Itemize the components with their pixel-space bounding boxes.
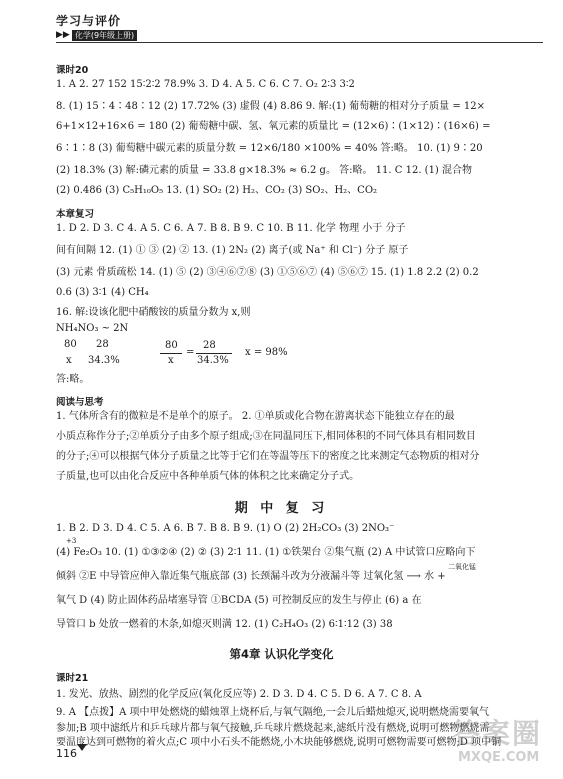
chapter-review-line: 间有间隔 12. (1) ① ③ (2) ② 13. (1) 2N₂ (2) 离子(或 Na⁺ 和 Cl⁻) 分子 原子 <box>56 245 409 256</box>
equals-sign: = <box>186 347 195 358</box>
book-title: 学习与评价 <box>56 14 122 28</box>
double-arrow-icon: ▶▶ <box>56 30 70 40</box>
calc-left-top: 80 <box>64 339 77 350</box>
lesson-20-line: 6∶1∶8 (3) 葡萄糖中碳元素的质量分数 = 12×6/180 ×100% = 40% 答:略。 10. (1) 9∶20 <box>56 143 483 154</box>
page-marker-icon <box>77 744 87 751</box>
chapter-review-answer: 答:略。 <box>56 374 90 385</box>
chapter-4-line: 参加;B 项中滤纸片和乒乓球片都与氧气接触,乒乓球片燃烧起来,滤纸片没有燃烧,说明可燃物燃烧需 <box>56 723 490 734</box>
watermark-url: MXQE.COM <box>458 750 540 765</box>
chapter-review-line: (3) 元素 骨质疏松 14. (1) ⑤ (2) ③④⑥⑦⑧ (3) ①⑤⑥⑦ (4) ⑤⑥⑦ 15. (1) 1.8 2.2 (2) 0.2 <box>56 267 479 278</box>
fe-valence-mark: +3 <box>66 537 77 545</box>
page-number: 116 <box>56 747 77 760</box>
reading-line: 小质点称作分子;②单质分子由多个原子组成;③在同温同压下,相同体积的不同气体具有相同数目 <box>56 431 476 442</box>
reading-line: 的分子;④可以根据气体分子质量之比等于它们在等温等压下的密度之比来测定气态物质的相对分 <box>56 451 480 462</box>
midterm-line: (4) Fe₂O₃ 10. (1) ①③②④ (2) ② (3) 2∶1 11. (1) ①铁架台 ②集气瓶 (2) A 中试管口应略向下 <box>56 547 476 558</box>
reading-heading: 阅读与思考 <box>56 397 104 408</box>
chapter-4-line: 9. A 【点拨】A 项中甲处燃烧的蜡烛罩上烧杯后,与氧气隔绝,一会儿后蜡烛熄灭,说明燃烧需要氧气 <box>56 707 490 718</box>
calc-left-bottom: x <box>66 355 72 366</box>
lesson-20-line: 6+1×12+16×6 = 180 (2) 葡萄糖中碳、氢、氧元素的质量比 = (12×6)∶(1×12)∶(16×6) = <box>56 121 491 132</box>
header-divider <box>56 42 543 43</box>
midterm-line: 倾斜 ②E 中导管应伸入靠近集气瓶底部 (3) 长颈漏斗改为分液漏斗等 过氧化氢 ⟶ 水 + <box>56 571 446 582</box>
midterm-line: 导管口 b 处放一燃着的木条,如熄灭则满 12. (1) C₂H₄O₃ (2) 6∶1∶12 (3) 38 <box>56 619 393 630</box>
midterm-line: 1. B 2. D 3. D 4. C 5. A 6. B 7. B 8. B 9. (1) O (2) 2H₂CO₃ (3) 2NO₃⁻ <box>56 523 395 534</box>
midterm-line: 氧气 D (4) 防止固体药品堵塞导管 ①BCDA (5) 可控制反应的发生与停止 (6) a 在 <box>56 595 422 606</box>
chapter-review-heading: 本章复习 <box>56 209 95 220</box>
lesson-20-line: (2) 0.486 (3) C₅H₁₀O₅ 13. (1) SO₂ (2) H₂、CO₂ (3) SO₂、H₂、CO₂ <box>56 185 378 196</box>
chapter-4-heading: 第4章 认识化学变化 <box>229 647 334 661</box>
fraction-2-bar <box>196 353 232 354</box>
fraction-2-denominator: 34.3% <box>197 355 229 366</box>
watermark-text: 答案圈 <box>452 717 543 750</box>
reading-line: 子质量,也可以由化合反应中各种单质气体的体积之比来确定分子式。 <box>56 471 360 482</box>
reading-line: 1. 气体所含有的微粒是不是单个的原子。 2. ①单质或化合物在游离状态下能独立存在的最 <box>56 411 455 422</box>
lesson-20-line: 1. A 2. 27 152 15∶2∶2 78.9% 3. D 4. A 5. C 6. C 7. O₂ 2∶3 3∶2 <box>56 79 355 90</box>
watermark-logo <box>440 712 552 770</box>
lesson-20-line: (2) 18.3% (3) 解:磷元素的质量 = 33.8 g×18.3% ≈ 6.2 g。 答:略。 11. C 12. (1) 混合物 <box>56 165 473 176</box>
chapter-review-line: 16. 解:设该化肥中硝酸铵的质量分数为 x,则 <box>56 307 251 318</box>
chapter-review-line: 1. D 2. D 3. C 4. A 5. C 6. A 7. B 8. B 9. C 10. B 11. 化学 物理 小于 分子 <box>56 223 406 234</box>
chapter-4-line: 1. 发光、放热、剧烈的化学反应(氧化反应等) 2. D 3. D 4. C 5. D 6. A 7. C 8. A <box>56 689 422 700</box>
lesson-20-heading: 课时20 <box>56 65 89 76</box>
lesson-20-line: 8. (1) 15∶4∶48∶12 (2) 17.72% (3) 虚假 (4) 8.86 9. 解:(1) 葡萄糖的相对分子质量 = 12× <box>56 101 486 112</box>
lesson-21-heading: 课时21 <box>56 673 89 684</box>
subject-bar <box>56 30 137 41</box>
chapter-4-line: 要温度达到可燃物的着火点;C 项中小石头不能燃烧,小木块能够燃烧,说明可燃物需要可燃物;D 项中铜 <box>56 737 502 748</box>
fraction-1-bar <box>160 353 182 354</box>
fraction-2-numerator: 28 <box>203 340 216 351</box>
calc-right-bottom: 34.3% <box>88 355 120 366</box>
fraction-1-numerator: 80 <box>165 340 178 351</box>
calc-result: x = 98% <box>245 347 288 358</box>
fraction-1-denominator: x <box>168 355 174 366</box>
subject-label: 化学(9年级上册) <box>72 30 137 41</box>
calc-right-top: 28 <box>96 339 109 350</box>
chapter-review-line: 0.6 (3) 3∶1 (4) CH₄ <box>56 287 149 298</box>
catalyst-label: 二氧化锰 <box>448 563 476 571</box>
chapter-review-line: NH₄NO₃ ~ 2N <box>56 323 129 334</box>
midterm-heading: 期 中 复 习 <box>234 501 329 516</box>
